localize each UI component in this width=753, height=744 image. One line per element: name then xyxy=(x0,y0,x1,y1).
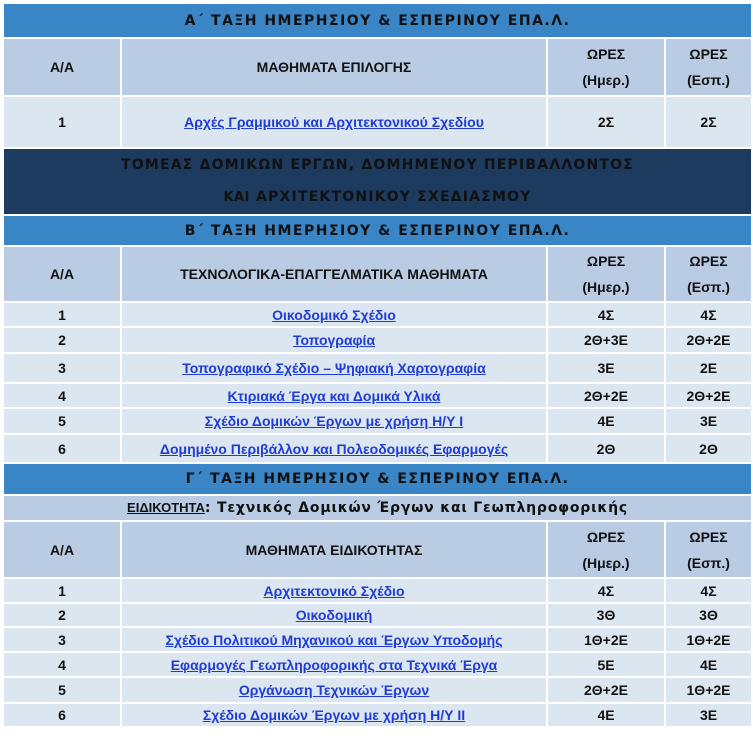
subject-cell xyxy=(121,327,547,353)
header-hours-day: ΩΡΕΣ (Ημερ.) xyxy=(547,246,665,302)
hours-day: 2Θ+3Ε xyxy=(547,327,665,353)
subject-cell xyxy=(121,652,547,677)
subject-cell xyxy=(121,408,547,434)
hours-evening: 2Θ+2Ε xyxy=(665,383,752,408)
table-row xyxy=(3,327,752,353)
hours-evening: 4Ε xyxy=(665,652,752,677)
subject-cell xyxy=(121,677,547,703)
table-row xyxy=(3,302,752,327)
table-row xyxy=(3,703,752,727)
hours-evening: 1Θ+2Ε xyxy=(665,627,752,652)
subject-link[interactable]: Εφαρμογές Γεωπληροφορικής στα Τεχνικά Έργα xyxy=(170,656,498,673)
row-number: 4 xyxy=(3,383,121,408)
hours-evening: 2Σ xyxy=(665,96,752,148)
hours-evening: 3Ε xyxy=(665,703,752,727)
header-subjects: ΜΑΘΗΜΑΤΑ ΕΠΙΛΟΓΗΣ xyxy=(121,38,547,96)
table-row xyxy=(3,383,752,408)
header-hours-evening: ΩΡΕΣ (Εσπ.) xyxy=(665,38,752,96)
row-number: 3 xyxy=(3,627,121,652)
header-hours-evening: ΩΡΕΣ (Εσπ.) xyxy=(665,521,752,578)
table-row xyxy=(3,652,752,677)
table-row xyxy=(3,96,752,148)
table-row xyxy=(3,627,752,652)
hours-day: 1Θ+2Ε xyxy=(547,627,665,652)
table-row xyxy=(3,578,752,603)
header-aa: Α/Α xyxy=(3,38,121,96)
subject-cell xyxy=(121,383,547,408)
header-hours-evening: ΩΡΕΣ (Εσπ.) xyxy=(665,246,752,302)
subject-link[interactable]: Σχέδιο Δομικών Έργων με χρήση Η/Υ Ι xyxy=(204,413,464,429)
subject-link[interactable]: Οικοδομικό Σχέδιο xyxy=(272,306,396,323)
hours-day: 4Ε xyxy=(547,408,665,434)
hours-day: 2Θ+2Ε xyxy=(547,383,665,408)
hours-day: 2Θ+2Ε xyxy=(547,677,665,703)
subject-link[interactable]: Τοπογραφικό Σχέδιο – Ψηφιακή Χαρτογραφία xyxy=(182,360,486,376)
hours-day: 3Θ xyxy=(547,603,665,627)
subject-cell xyxy=(121,603,547,627)
header-subjects: ΤΕΧΝΟΛΟΓΙΚΑ-ΕΠΑΓΓΕΛΜΑΤΙΚΑ ΜΑΘΗΜΑΤΑ xyxy=(121,246,547,302)
subject-link[interactable]: Οικοδομική xyxy=(295,607,373,623)
row-number: 5 xyxy=(3,677,121,703)
hours-day: 2Σ xyxy=(547,96,665,148)
table-row xyxy=(3,353,752,383)
hours-evening: 2Θ+2Ε xyxy=(665,327,752,353)
header-aa: Α/Α xyxy=(3,521,121,578)
subject-cell xyxy=(121,627,547,652)
row-number: 4 xyxy=(3,652,121,677)
hours-day: 2Θ xyxy=(547,434,665,463)
subject-link[interactable]: Τοπογραφία xyxy=(292,332,376,348)
row-number: 1 xyxy=(3,302,121,327)
subject-link[interactable]: Αρχές Γραμμικού και Αρχιτεκτονικού Σχεδίου xyxy=(184,114,484,130)
sector-title: ΤΟΜΕΑΣ ΔΟΜΙΚΩΝ ΕΡΓΩΝ, ΔΟΜΗΜΕΝΟΥ ΠΕΡΙΒΑΛΛΟΝΤΟΣ ΚΑΙ ΑΡΧΙΤΕΚΤΟΝΙΚΟΥ ΣΧΕΔΙΑΣΜΟΥ xyxy=(3,148,752,215)
hours-day: 3Ε xyxy=(547,353,665,383)
hours-day: 4Ε xyxy=(547,703,665,727)
header-hours-day: ΩΡΕΣ (Ημερ.) xyxy=(547,38,665,96)
header-aa: Α/Α xyxy=(3,246,121,302)
row-number: 5 xyxy=(3,408,121,434)
hours-evening: 3Ε xyxy=(665,408,752,434)
header-subjects: ΜΑΘΗΜΑΤΑ ΕΙΔΙΚΟΤΗΤΑΣ xyxy=(121,521,547,578)
subject-link[interactable]: Σχέδιο Πολιτικού Μηχανικού και Έργων Υποδομής xyxy=(165,631,503,648)
subject-cell xyxy=(121,302,547,327)
header-hours-day: ΩΡΕΣ (Ημερ.) xyxy=(547,521,665,578)
table-row xyxy=(3,677,752,703)
hours-day: 4Σ xyxy=(547,578,665,603)
table-row xyxy=(3,603,752,627)
row-number: 6 xyxy=(3,703,121,727)
hours-day: 5Ε xyxy=(547,652,665,677)
subject-cell xyxy=(121,96,547,148)
section-b-band: Β΄ ΤΑΞΗ ΗΜΕΡΗΣΙΟΥ & ΕΣΠΕΡΙΝΟΥ ΕΠΑ.Λ. xyxy=(3,215,752,246)
subject-link[interactable]: Αρχιτεκτονικό Σχέδιο xyxy=(263,582,405,599)
hours-evening: 2Ε xyxy=(665,353,752,383)
row-number: 3 xyxy=(3,353,121,383)
subject-link[interactable]: Σχέδιο Δομικών Έργων με χρήση Η/Υ ΙΙ xyxy=(202,707,466,723)
table-row xyxy=(3,408,752,434)
row-number: 6 xyxy=(3,434,121,463)
hours-evening: 4Σ xyxy=(665,578,752,603)
subject-link[interactable]: Οργάνωση Τεχνικών Έργων xyxy=(238,682,430,698)
specialty-title: ΕΙΔΙΚΟΤΗΤΑ: Τεχνικός Δομικών Έργων και Γεωπληροφορικής xyxy=(3,495,752,521)
row-number: 1 xyxy=(3,96,121,148)
subject-link[interactable]: Κτιριακά Έργα και Δομικά Υλικά xyxy=(227,387,441,404)
subject-cell xyxy=(121,434,547,463)
row-number: 2 xyxy=(3,327,121,353)
section-a-band: Α΄ ΤΑΞΗ ΗΜΕΡΗΣΙΟΥ & ΕΣΠΕΡΙΝΟΥ ΕΠΑ.Λ. xyxy=(3,3,752,38)
hours-evening: 1Θ+2Ε xyxy=(665,677,752,703)
hours-day: 4Σ xyxy=(547,302,665,327)
section-c-band: Γ΄ ΤΑΞΗ ΗΜΕΡΗΣΙΟΥ & ΕΣΠΕΡΙΝΟΥ ΕΠΑ.Λ. xyxy=(3,463,752,495)
row-number: 1 xyxy=(3,578,121,603)
row-number: 2 xyxy=(3,603,121,627)
subject-cell xyxy=(121,578,547,603)
table-row xyxy=(3,434,752,463)
hours-evening: 2Θ xyxy=(665,434,752,463)
hours-evening: 4Σ xyxy=(665,302,752,327)
subject-cell xyxy=(121,703,547,727)
subject-link[interactable]: Δομημένο Περιβάλλον και Πολεοδομικές Εφαρμογές xyxy=(159,440,509,457)
curriculum-table xyxy=(2,2,753,728)
hours-evening: 3Θ xyxy=(665,603,752,627)
subject-cell xyxy=(121,353,547,383)
